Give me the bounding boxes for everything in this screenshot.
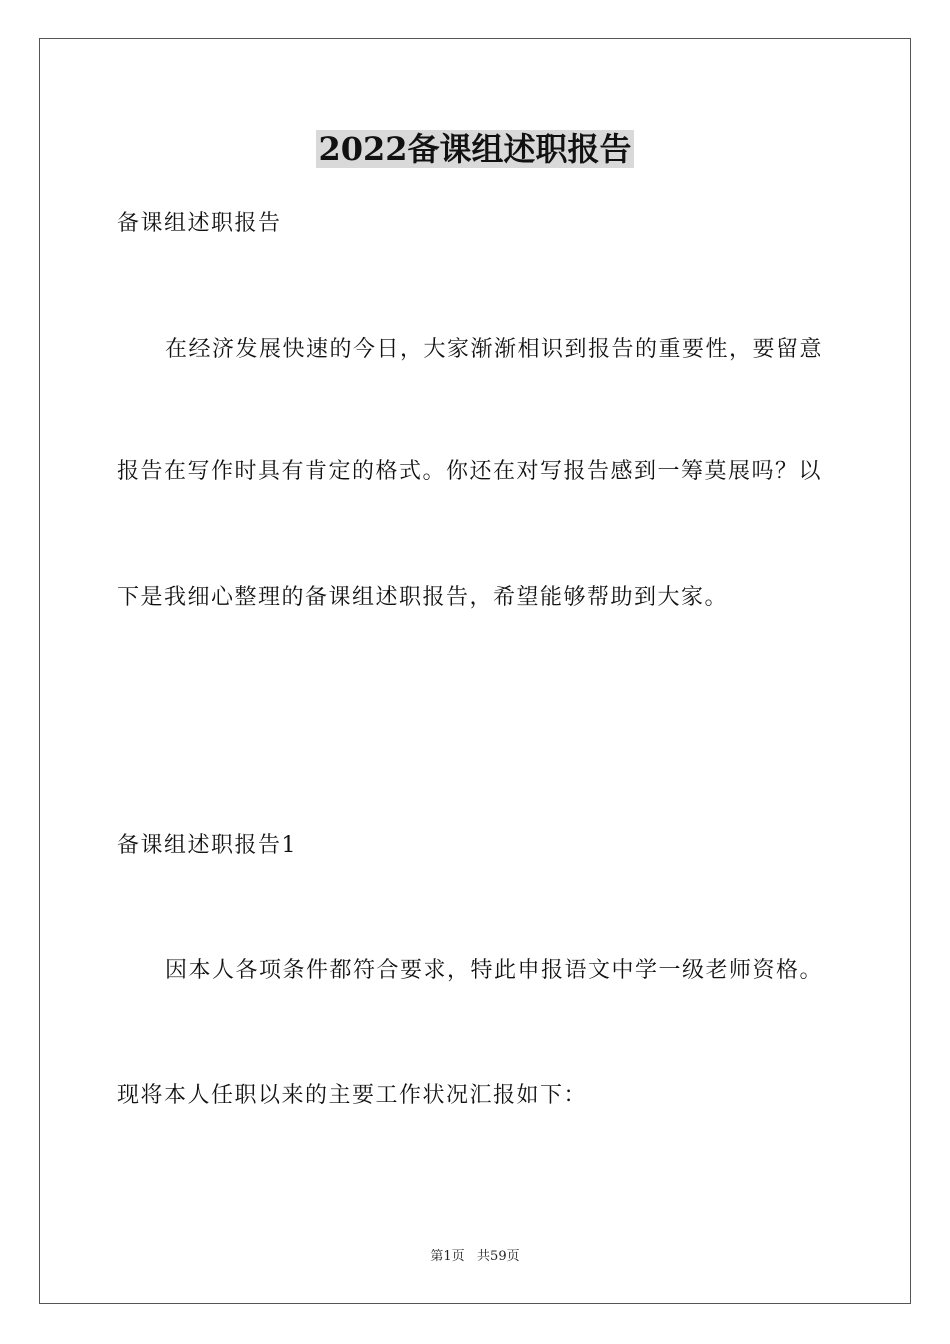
document-title-text: 2022备课组述职报告 xyxy=(318,130,632,168)
intro-line-2: 报告在写作时具有肯定的格式。你还在对写报告感到一筹莫展吗？以 xyxy=(117,459,823,484)
document-title xyxy=(0,127,950,171)
document-subtitle: 备课组述职报告 xyxy=(117,211,282,236)
intro-line-1: 在经济发展快速的今日，大家渐渐相识到报告的重要性，要留意 xyxy=(165,337,824,362)
section-line-2: 现将本人任职以来的主要工作状况汇报如下： xyxy=(117,1083,588,1108)
page-footer: 第1页 共59页 xyxy=(430,1249,520,1264)
section-heading: 备课组述职报告1 xyxy=(117,833,297,858)
section-line-1: 因本人各项条件都符合要求，特此申报语文中学一级老师资格。 xyxy=(165,958,824,983)
intro-line-3: 下是我细心整理的备课组述职报告，希望能够帮助到大家。 xyxy=(117,585,729,610)
